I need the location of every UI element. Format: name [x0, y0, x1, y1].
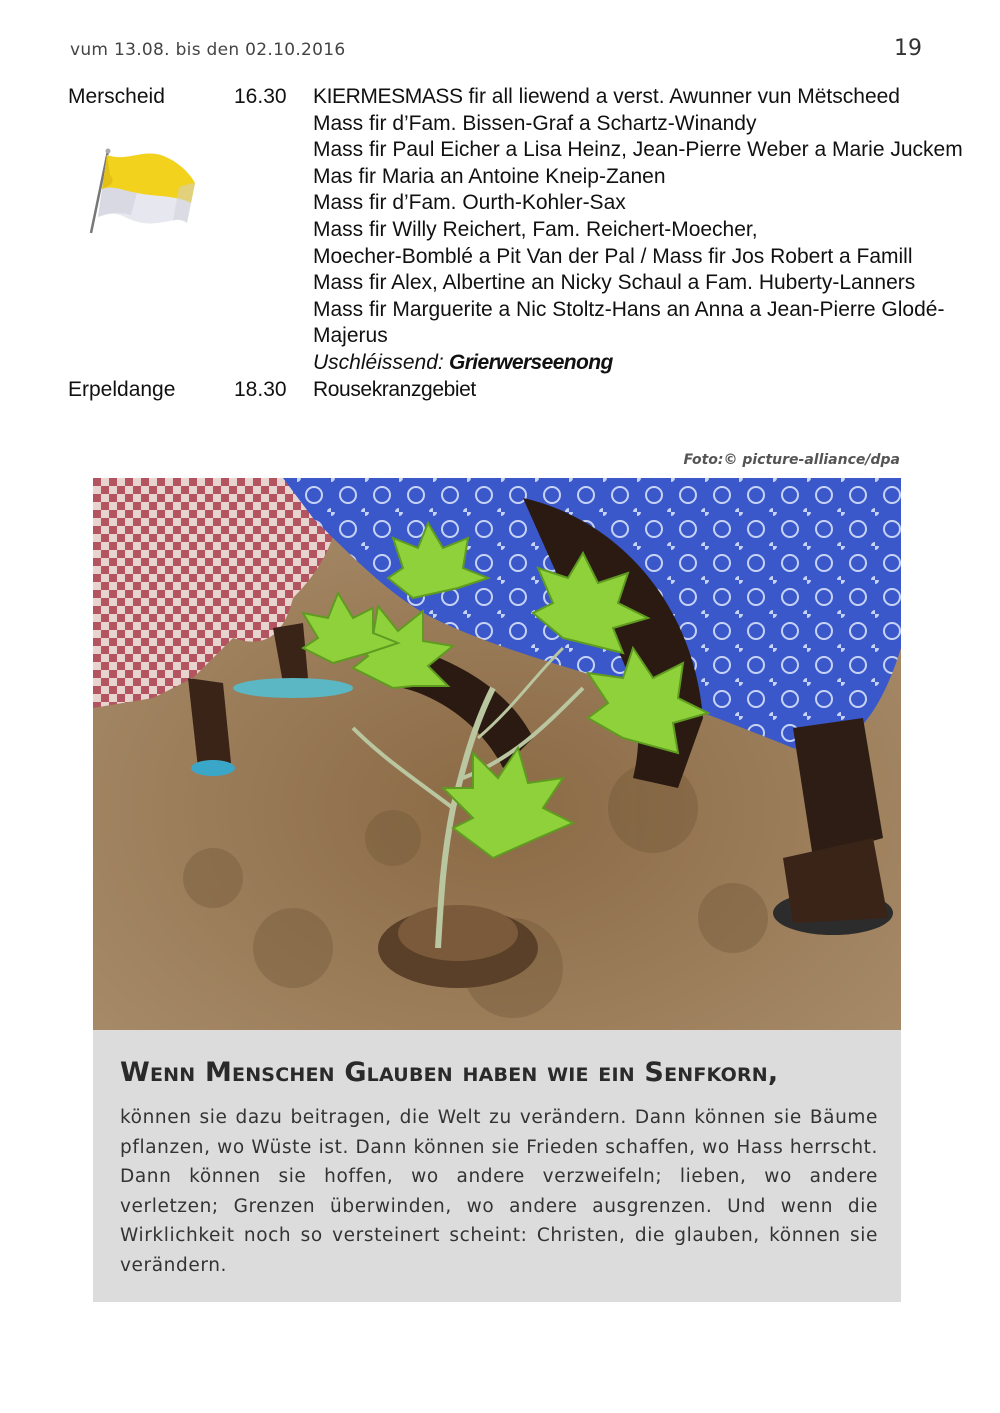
detail-line: Mass fir Marguerite a Nic Stoltz-Hans an Anna a Jean-Pierre Glodé- — [313, 297, 945, 321]
detail-line: Mass fir d’Fam. Bissen-Graf a Schartz-Winandy — [313, 111, 757, 135]
quote-title: Wenn Menschen Glauben haben wie ein Senfkorn, — [120, 1057, 779, 1088]
detail-line: Mass fir Paul Eicher a Lisa Heinz, Jean-Pierre Weber a Marie Juckem — [313, 138, 963, 162]
quote-body: können sie dazu beitragen, die Welt zu verändern. Dann können sie Bäume pflanzen, wo Wüste ist. Dann können sie Frieden schaffen, wo Hass herrscht. Dann können sie hoffen, wo andere verzweifeln; lieben, wo andere verletzen; Grenzen überwinden, wo andere ausgrenzen. Und wenn die Wirklichkeit noch so versteinert scheint: Christen, die glauben, können sie verändern. — [120, 1107, 878, 1276]
detail-line — [313, 350, 933, 377]
photo-credit: Foto:© picture-alliance/dpa — [683, 452, 900, 468]
entry-time: 16.30 — [234, 85, 287, 108]
detail-line: Mass fir Alex, Albertine an Nicky Schaul a Fam. Huberty-Lanners — [313, 271, 916, 295]
entry-place: Merscheid — [68, 85, 165, 108]
detail-line: Mas fir Maria an Antoine Kneip-Zanen — [313, 164, 666, 188]
quote-box — [93, 1030, 901, 1302]
detail-line: Majerus — [313, 324, 388, 348]
detail-text: fir all liewend a verst. Awunner vun Mëtscheed — [462, 85, 900, 108]
entry-details — [313, 84, 963, 377]
detail-bold-title: KIERMESMASS — [313, 85, 463, 108]
entry-time: 18.30 — [234, 378, 287, 401]
detail-line: Moecher-Bomblé a Pit Van der Pal / Mass fir Jos Robert a Famill — [313, 244, 913, 268]
entry-place: Erpeldange — [68, 378, 176, 401]
page-number: 19 — [894, 36, 922, 61]
detail-italic-label: Uschléissend: — [313, 350, 444, 374]
detail-line: Rousekranzgebiet — [313, 378, 476, 401]
papal-flag-icon — [85, 145, 200, 245]
detail-line — [313, 84, 933, 111]
entry-details — [313, 377, 933, 404]
detail-line: Mass fir Willy Reichert, Fam. Reichert-Moecher, — [313, 217, 758, 241]
tree-planting-photo — [93, 478, 901, 1030]
header-date-range: vum 13.08. bis den 02.10.2016 — [70, 40, 346, 60]
detail-line: Mass fir d’Fam. Ourth-Kohler-Sax — [313, 191, 626, 215]
detail-bold-italic: Grierwerseenong — [443, 350, 613, 374]
